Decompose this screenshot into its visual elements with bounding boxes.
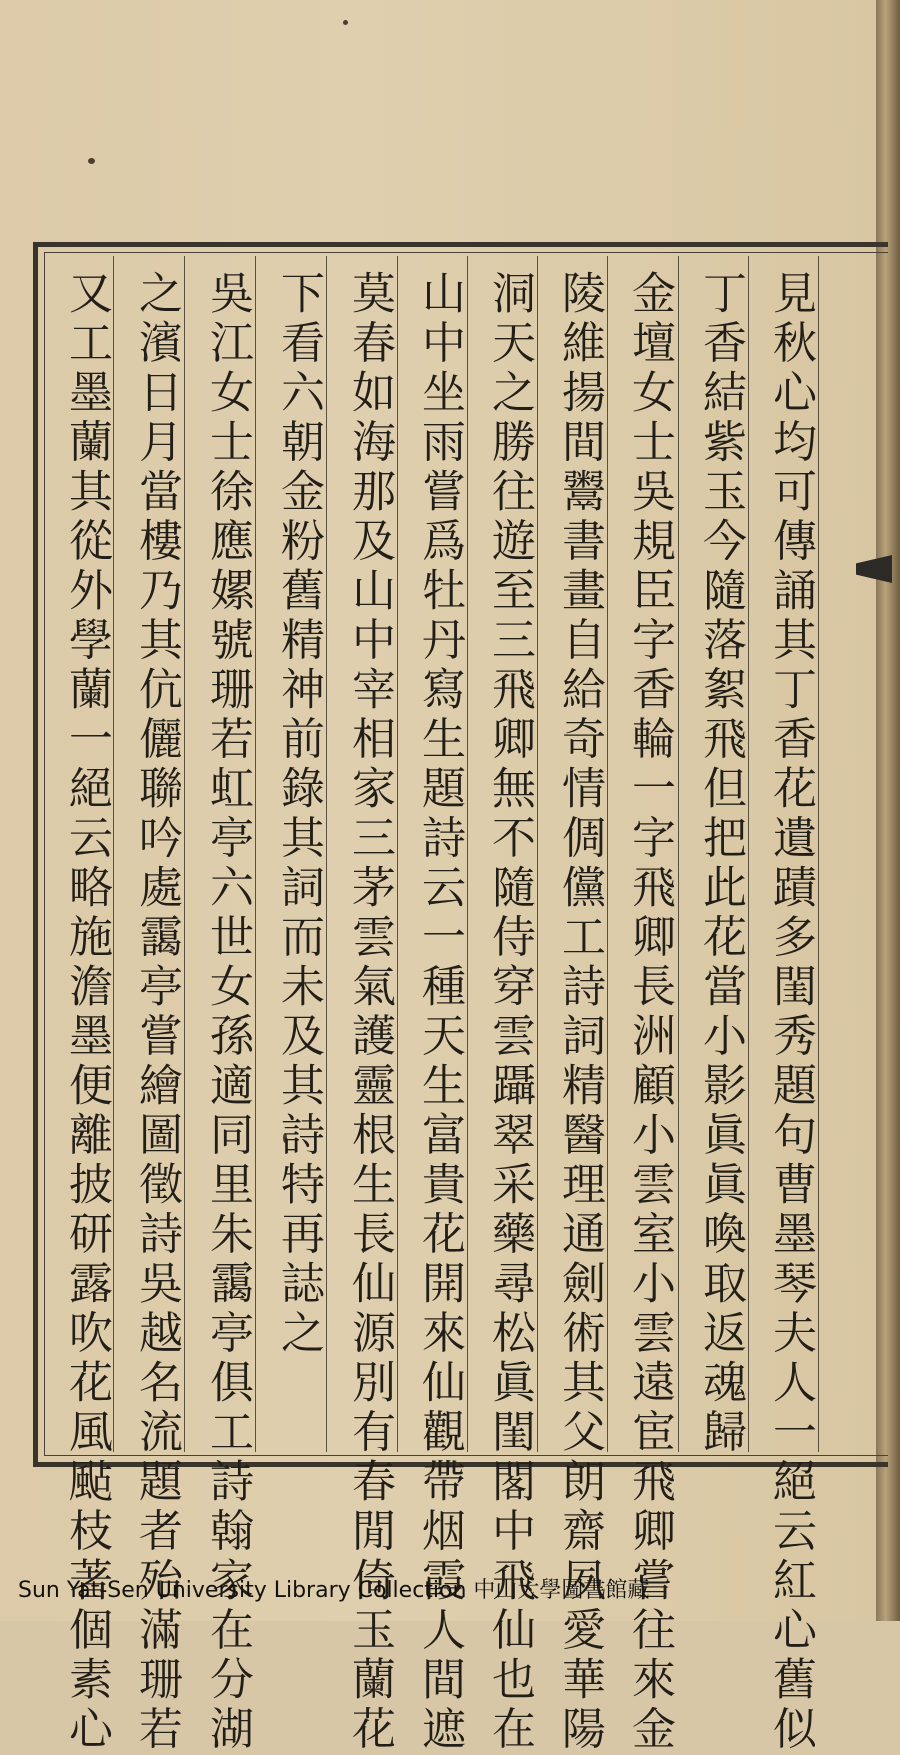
column-rule (397, 256, 398, 1452)
text-column-6: 山中坐雨嘗爲牡丹寫生題詩云一種天生富貴花開來仙觀帶烟霞人間遮 (414, 270, 465, 1755)
text-column-9: 吳江女士徐應嫘號珊若虹亭六世女孫適同里朱靄亭俱工詩翰家在分湖 (202, 270, 253, 1755)
column-rule (607, 256, 608, 1452)
column-rule (467, 256, 468, 1452)
column-rule (818, 256, 819, 1452)
text-column-4: 陵維揚間鬻書畫自給奇情倜儻工詩詞精醫理通劍術其父朗齋夙愛華陽 (554, 270, 605, 1755)
column-rule (113, 256, 114, 1452)
column-rule (255, 256, 256, 1452)
ink-speck (343, 20, 348, 25)
text-column-7: 莫春如海那及山中宰相家三茅雲氣護靈根生長仙源別有春閒倚玉蘭花 (344, 270, 395, 1755)
text-column-5: 洞天之勝往遊至三飛卿無不隨侍穿雲躡翠采藥尋松眞閨閣中飛仙也在 (484, 270, 535, 1755)
column-rule (326, 256, 327, 1452)
text-column-2: 丁香結紫玉今隨落絮飛但把此花當小影眞眞喚取返魂歸 (695, 270, 746, 1458)
column-rule (678, 256, 679, 1452)
column-rule (748, 256, 749, 1452)
collection-caption: Sun Yat-Sen University Library Collection 中山大學圖書館藏 (18, 1578, 650, 1603)
text-column-11: 又工墨蘭其從外學蘭一絕云略施澹墨便離披研露吹花風颭枝著個素心 (61, 270, 112, 1755)
text-column-8: 下看六朝金粉舊精神前錄其詞而未及其詩特再誌之 (273, 270, 324, 1359)
text-column-3: 金壇女士吳規臣字香輪一字飛卿長洲顧小雲室小雲遠宦飛卿嘗往來金 (624, 270, 675, 1755)
text-column-1: 見秋心均可傳誦其丁香花遺蹟多閨秀題句曹墨琴夫人一絕云紅心舊似 (765, 270, 816, 1755)
column-rule (537, 256, 538, 1452)
text-column-10: 之濱日月當樓乃其伉儷聯吟處靄亭嘗繪圖徵詩吳越名流題者殆滿珊若 (131, 270, 182, 1755)
ink-speck (88, 158, 95, 164)
column-rule (184, 256, 185, 1452)
